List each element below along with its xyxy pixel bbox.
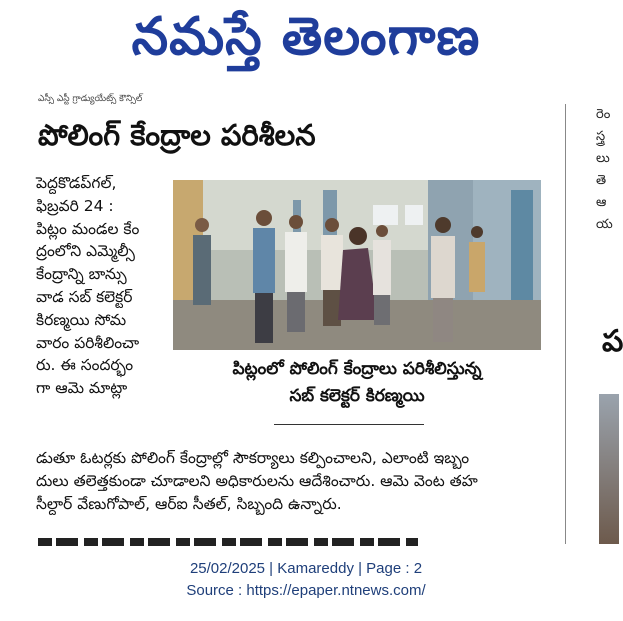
body-line: వాడ సబ్ కలెక్టర్ (36, 287, 133, 306)
article-headline: పోలింగ్ కేంద్రాల పరిశీలన (38, 118, 316, 152)
body-line: కిరణ్మయి సోమ (36, 310, 127, 329)
body-line: తె (596, 173, 607, 188)
body-line: దులు తలెత్తకుండా చూడాలని అధికారులను ఆదేశించారు. ఆమె వెంట తహ (36, 471, 478, 490)
article-photo (173, 180, 541, 350)
body-line: లు (596, 151, 610, 166)
footer (0, 558, 612, 602)
photo-illustration (173, 180, 541, 350)
body-line: రెం (596, 107, 611, 122)
caption-divider (274, 424, 424, 425)
adjacent-headline-fragment: ప (602, 324, 623, 359)
body-line: పిట్లం మండల కేం (36, 219, 140, 238)
source-link[interactable]: Source : https://epaper.ntnews.com/ (186, 582, 426, 599)
cut-off-top-text: ఎస్సీ ఎస్టీ గ్రాడ్యుయేట్స్ కౌన్సిల్ (38, 94, 143, 104)
masthead (0, 0, 612, 86)
body-line: సీల్దార్ వేణుగోపాల్, ఆర్ఐ సీతల్, సిబ్బంది ఉన్నారు. (36, 494, 342, 513)
column-divider (565, 104, 566, 544)
body-line: కేంద్రాన్ని బాన్సు (36, 265, 127, 284)
masthead-title: నమస్తే తెలంగాణ (131, 6, 481, 67)
body-line: ఆ (596, 195, 607, 210)
photo-caption (173, 356, 541, 410)
caption-line: పిట్లంలో పోలింగ్ కేంద్రాలు పరిశీలిస్తున్న (232, 359, 482, 379)
adjacent-photo (599, 394, 619, 544)
date-edition-page: 25/02/2025 | Kamareddy | Page : 2 (189, 560, 423, 577)
body-line: వారం పరిశీలించా (36, 333, 140, 352)
body-line: స్త్ర (596, 129, 606, 144)
body-line: పెద్దకొడప్‌గల్, (36, 174, 117, 192)
caption-line: సబ్ కలెక్టర్ కిరణ్మయి (289, 386, 425, 406)
body-line: గా ఆమె మాట్లా (36, 379, 128, 398)
body-line: ద్రంలోని ఎమ్మెల్సీ (36, 242, 135, 261)
news-clipping (34, 94, 623, 548)
body-line: డుతూ ఓటర్లకు పోలింగ్ కేంద్రాల్లో సౌకర్యాలు కల్పించాలని, ఎలాంటి ఇబ్బం (36, 449, 470, 467)
article-left-column (36, 172, 160, 400)
body-line: రు. ఈ సందర్భం (36, 356, 134, 375)
body-line: ఫిబ్రవరి 24 : (36, 196, 114, 215)
article-full-width-text (36, 447, 536, 515)
body-line: య (596, 217, 613, 232)
cut-off-bottom-text (38, 534, 418, 548)
